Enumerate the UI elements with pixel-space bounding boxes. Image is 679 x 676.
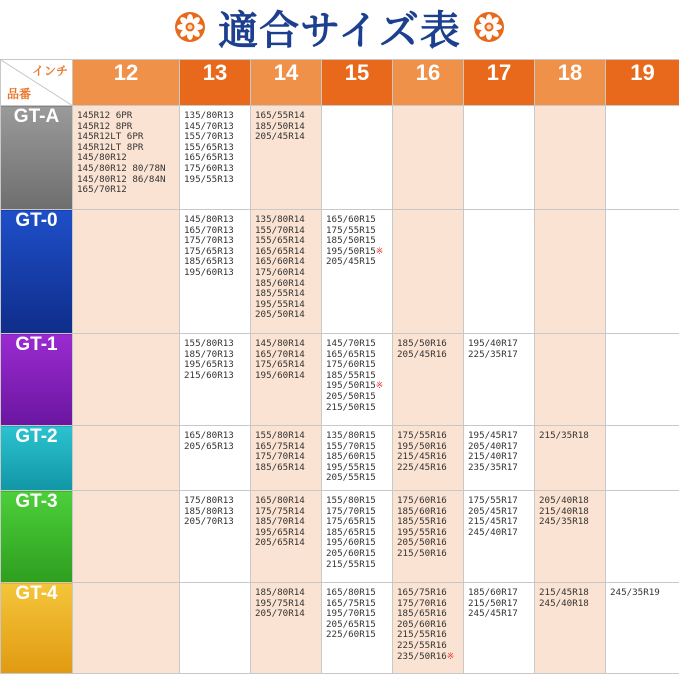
tire-size-entry: 225/35R17 — [468, 348, 518, 360]
tire-size-entry: 185/55R16 — [397, 516, 447, 528]
size-cell — [73, 583, 180, 674]
tire-size-entry: 205/70R14 — [255, 608, 305, 620]
model-label: GT-2 — [1, 426, 73, 491]
tire-size-entry: 225/55R16 — [397, 639, 447, 651]
tire-size-entry: 175/65R14 — [255, 359, 305, 371]
tire-size-entry: 175/70R15 — [326, 505, 376, 517]
tire-size-entry: 205/65R14 — [255, 537, 305, 549]
tire-size-entry: 225/45R16 — [397, 461, 447, 473]
tire-size-entry: 135/80R15 — [326, 430, 376, 441]
tire-size-entry: 165/80R14 — [255, 495, 305, 506]
tire-size-entry: 145/70R15 — [326, 338, 376, 349]
tire-size-entry: 165/75R14 — [255, 440, 305, 452]
size-cell — [393, 583, 464, 674]
tire-size-entry: 165/80R13 — [184, 430, 234, 441]
tire-size-entry: 205/45R16 — [397, 348, 447, 360]
tire-size-entry: 165/70R13 — [184, 224, 234, 236]
tire-size-entry: 215/55R16 — [397, 629, 447, 641]
tire-size-entry: 175/55R17 — [468, 495, 518, 506]
tire-size-entry: 205/40R17 — [468, 440, 518, 452]
size-cell — [535, 426, 606, 491]
size-cell — [464, 106, 535, 210]
tire-size-entry: 185/60R16 — [397, 505, 447, 517]
size-cell — [535, 583, 606, 674]
tire-size-entry: 215/50R15 — [326, 401, 376, 413]
size-cell — [393, 210, 464, 334]
size-cell — [464, 583, 535, 674]
reference-mark: ※ — [375, 245, 384, 257]
tire-size-entry: 165/60R15 — [326, 214, 376, 225]
tire-size-entry: 145R12 6PR — [77, 110, 133, 121]
tire-size-entry: 215/40R17 — [468, 451, 518, 463]
tire-size-entry: 165/80R15 — [326, 587, 376, 598]
tire-size-entry: 205/50R14 — [255, 309, 305, 321]
size-cell — [464, 210, 535, 334]
size-cell — [180, 583, 251, 674]
tire-size-entry: 205/55R15 — [326, 472, 376, 484]
tire-size-entry: 185/60R17 — [468, 587, 518, 598]
size-cell — [180, 334, 251, 426]
tire-size-entry: 175/70R13 — [184, 235, 234, 247]
size-cell — [251, 106, 322, 210]
size-cell — [393, 106, 464, 210]
tire-size-entry: 205/70R13 — [184, 516, 234, 528]
size-cell — [464, 491, 535, 583]
tire-size-entry: 195/50R15※ — [326, 245, 384, 257]
tire-size-entry: 185/55R14 — [255, 288, 305, 300]
tire-size-entry: 205/60R16 — [397, 618, 447, 630]
size-cell — [606, 106, 679, 210]
size-header-17: 17 — [464, 60, 535, 106]
size-cell — [393, 334, 464, 426]
tire-size-entry: 145R12LT 6PR — [77, 131, 144, 143]
tire-size-entry: 235/35R17 — [468, 461, 518, 473]
tire-size-entry: 155/70R15 — [326, 440, 376, 452]
tire-size-entry: 205/45R14 — [255, 131, 305, 143]
tire-size-entry: 155/70R14 — [255, 224, 305, 236]
header-row — [1, 60, 679, 106]
tire-size-entry: 165/65R13 — [184, 152, 234, 164]
tire-size-entry: 205/40R18 — [539, 495, 589, 506]
tire-size-entry: 185/65R13 — [184, 256, 234, 268]
tire-size-entry: 165/60R14 — [255, 256, 305, 268]
tire-size-entry: 175/80R13 — [184, 495, 234, 506]
tire-size-entry: 175/65R15 — [326, 516, 376, 528]
model-label: GT-0 — [1, 210, 73, 334]
tire-size-entry: 245/35R19 — [610, 587, 660, 598]
tire-size-entry: 155/65R14 — [255, 235, 305, 247]
tire-size-entry: 145/80R13 — [184, 214, 234, 225]
model-label: GT-A — [1, 106, 73, 210]
tire-size-entry: 215/50R17 — [468, 597, 518, 609]
tire-size-entry: 165/75R15 — [326, 597, 376, 609]
tire-size-entry: 155/80R13 — [184, 338, 234, 349]
tire-size-entry: 205/65R15 — [326, 618, 376, 630]
model-label: GT-1 — [1, 334, 73, 426]
tire-size-entry: 215/45R17 — [468, 516, 518, 528]
size-cell — [251, 210, 322, 334]
tire-size-entry: 185/80R14 — [255, 587, 305, 598]
size-header-13: 13 — [180, 60, 251, 106]
tire-size-entry: 215/60R13 — [184, 369, 234, 381]
reference-mark: ※ — [446, 650, 455, 662]
tire-size-entry: 175/60R16 — [397, 495, 447, 506]
tire-size-entry: 145/80R12 86/84N — [77, 173, 166, 185]
tire-size-entry: 145R12LT 8PR — [77, 141, 144, 153]
tire-size-entry: 245/35R18 — [539, 516, 589, 528]
size-cell — [322, 106, 393, 210]
size-cell — [251, 334, 322, 426]
title-bar — [0, 0, 679, 54]
tire-size-entry: 195/60R15 — [326, 537, 376, 549]
tire-size-entry: 195/55R16 — [397, 526, 447, 538]
tire-size-entry: 245/40R17 — [468, 526, 518, 538]
tire-size-entry: 155/80R15 — [326, 495, 376, 506]
tire-size-entry: 215/40R18 — [539, 505, 589, 517]
size-cell — [606, 426, 679, 491]
tire-size-entry: 165/55R14 — [255, 110, 305, 121]
tire-size-entry: 185/50R15 — [326, 235, 376, 247]
page-title: 適合サイズ表 — [218, 7, 461, 54]
tire-size-entry: 195/65R14 — [255, 526, 305, 538]
tire-size-entry: 195/60R13 — [184, 266, 234, 278]
flower-icon — [473, 11, 505, 43]
tire-size-entry: 145/80R12 — [77, 152, 127, 164]
tire-size-entry: 195/70R15 — [326, 608, 376, 620]
table-row — [1, 334, 679, 426]
size-header-15: 15 — [322, 60, 393, 106]
reference-mark: ※ — [375, 380, 384, 392]
inch-label: インチ — [31, 64, 68, 78]
tire-size-entry: 155/70R13 — [184, 131, 234, 143]
tire-size-entry: 175/55R16 — [397, 430, 447, 441]
tire-size-entry: 175/70R16 — [397, 597, 447, 609]
table-row — [1, 491, 679, 583]
tire-size-entry: 185/60R14 — [255, 277, 305, 289]
tire-size-entry: 185/50R16 — [397, 338, 447, 349]
size-cell — [322, 491, 393, 583]
tire-size-entry: 225/60R15 — [326, 629, 376, 641]
tire-size-entry: 195/75R14 — [255, 597, 305, 609]
size-header-14: 14 — [251, 60, 322, 106]
tire-size-entry: 205/50R15 — [326, 390, 376, 402]
size-cell — [535, 210, 606, 334]
tire-size-entry: 175/65R13 — [184, 245, 234, 257]
tire-size-entry: 165/75R16 — [397, 587, 447, 598]
tire-size-entry: 205/65R13 — [184, 440, 234, 452]
tire-size-entry: 185/60R15 — [326, 451, 376, 463]
tire-size-entry: 205/60R15 — [326, 547, 376, 559]
size-cell — [73, 210, 180, 334]
table-row — [1, 583, 679, 674]
tire-size-entry: 145R12 8PR — [77, 120, 133, 132]
tire-size-entry: 215/55R15 — [326, 558, 376, 570]
size-cell — [535, 106, 606, 210]
model-label: GT-3 — [1, 491, 73, 583]
tire-size-entry: 165/70R12 — [77, 184, 127, 196]
tire-size-entry: 215/35R18 — [539, 430, 589, 441]
tire-size-entry: 215/45R18 — [539, 587, 589, 598]
table-row — [1, 106, 679, 210]
tire-size-entry: 165/65R14 — [255, 245, 305, 257]
tire-size-entry: 185/50R14 — [255, 120, 305, 132]
size-cell — [322, 426, 393, 491]
tire-size-entry: 195/55R15 — [326, 461, 376, 473]
size-cell — [393, 491, 464, 583]
corner-header — [1, 60, 73, 106]
size-cell — [606, 491, 679, 583]
tire-size-entry: 175/60R14 — [255, 266, 305, 278]
tire-size-entry: 205/50R16 — [397, 537, 447, 549]
tire-size-entry: 185/65R16 — [397, 608, 447, 620]
tire-size-entry: 195/50R16 — [397, 440, 447, 452]
table-row — [1, 210, 679, 334]
tire-size-entry: 155/80R14 — [255, 430, 305, 441]
size-cell — [322, 210, 393, 334]
tire-size-entry: 185/70R14 — [255, 516, 305, 528]
tire-size-entry: 185/65R15 — [326, 526, 376, 538]
tire-size-entry: 195/40R17 — [468, 338, 518, 349]
tire-size-entry: 155/65R13 — [184, 141, 234, 153]
tire-size-entry: 195/55R14 — [255, 298, 305, 310]
tire-size-entry: 205/45R15 — [326, 256, 376, 268]
size-cell — [606, 210, 679, 334]
tire-size-entry: 175/70R14 — [255, 451, 305, 463]
tire-size-entry: 185/70R13 — [184, 348, 234, 360]
tire-size-entry: 175/55R15 — [326, 224, 376, 236]
size-cell — [322, 583, 393, 674]
tire-size-entry: 215/45R16 — [397, 451, 447, 463]
tire-size-entry: 135/80R14 — [255, 214, 305, 225]
size-header-12: 12 — [73, 60, 180, 106]
size-cell — [606, 583, 679, 674]
size-compatibility-table — [0, 59, 679, 674]
size-cell — [180, 426, 251, 491]
tire-size-entry: 185/65R14 — [255, 461, 305, 473]
tire-size-entry: 175/60R13 — [184, 162, 234, 174]
size-cell — [322, 334, 393, 426]
tire-size-entry: 165/65R15 — [326, 348, 376, 360]
tire-size-entry: 215/50R16 — [397, 547, 447, 559]
tire-size-entry: 195/45R17 — [468, 430, 518, 441]
size-cell — [535, 334, 606, 426]
tire-size-entry: 195/65R13 — [184, 359, 234, 371]
size-cell — [251, 491, 322, 583]
table-row — [1, 426, 679, 491]
tire-size-entry: 195/55R13 — [184, 173, 234, 185]
size-cell — [535, 491, 606, 583]
size-header-19: 19 — [606, 60, 679, 106]
tire-size-entry: 245/40R18 — [539, 597, 589, 609]
size-cell — [606, 334, 679, 426]
tire-size-entry: 145/80R12 80/78N — [77, 162, 166, 174]
size-header-18: 18 — [535, 60, 606, 106]
tire-size-entry: 135/80R13 — [184, 110, 234, 121]
flower-icon — [174, 11, 206, 43]
size-cell — [73, 334, 180, 426]
tire-size-entry: 205/45R17 — [468, 505, 518, 517]
size-cell — [464, 426, 535, 491]
size-cell — [73, 491, 180, 583]
hinban-label: 品番 — [7, 87, 32, 101]
size-cell — [251, 426, 322, 491]
size-cell — [180, 491, 251, 583]
size-cell — [180, 210, 251, 334]
tire-size-entry: 195/60R14 — [255, 369, 305, 381]
tire-size-entry: 185/55R15 — [326, 369, 376, 381]
size-cell — [251, 583, 322, 674]
tire-size-entry: 235/50R16※ — [397, 650, 455, 662]
size-cell — [464, 334, 535, 426]
tire-size-entry: 165/70R14 — [255, 348, 305, 360]
model-label: GT-4 — [1, 583, 73, 674]
tire-size-entry: 185/80R13 — [184, 505, 234, 517]
size-cell — [73, 106, 180, 210]
tire-size-entry: 145/80R14 — [255, 338, 305, 349]
tire-size-entry: 195/50R15※ — [326, 380, 384, 392]
tire-size-entry: 175/75R14 — [255, 505, 305, 517]
size-header-16: 16 — [393, 60, 464, 106]
tire-size-entry: 175/60R15 — [326, 359, 376, 371]
size-cell — [180, 106, 251, 210]
tire-size-entry: 145/70R13 — [184, 120, 234, 132]
tire-size-entry: 245/45R17 — [468, 608, 518, 620]
size-cell — [393, 426, 464, 491]
size-cell — [73, 426, 180, 491]
